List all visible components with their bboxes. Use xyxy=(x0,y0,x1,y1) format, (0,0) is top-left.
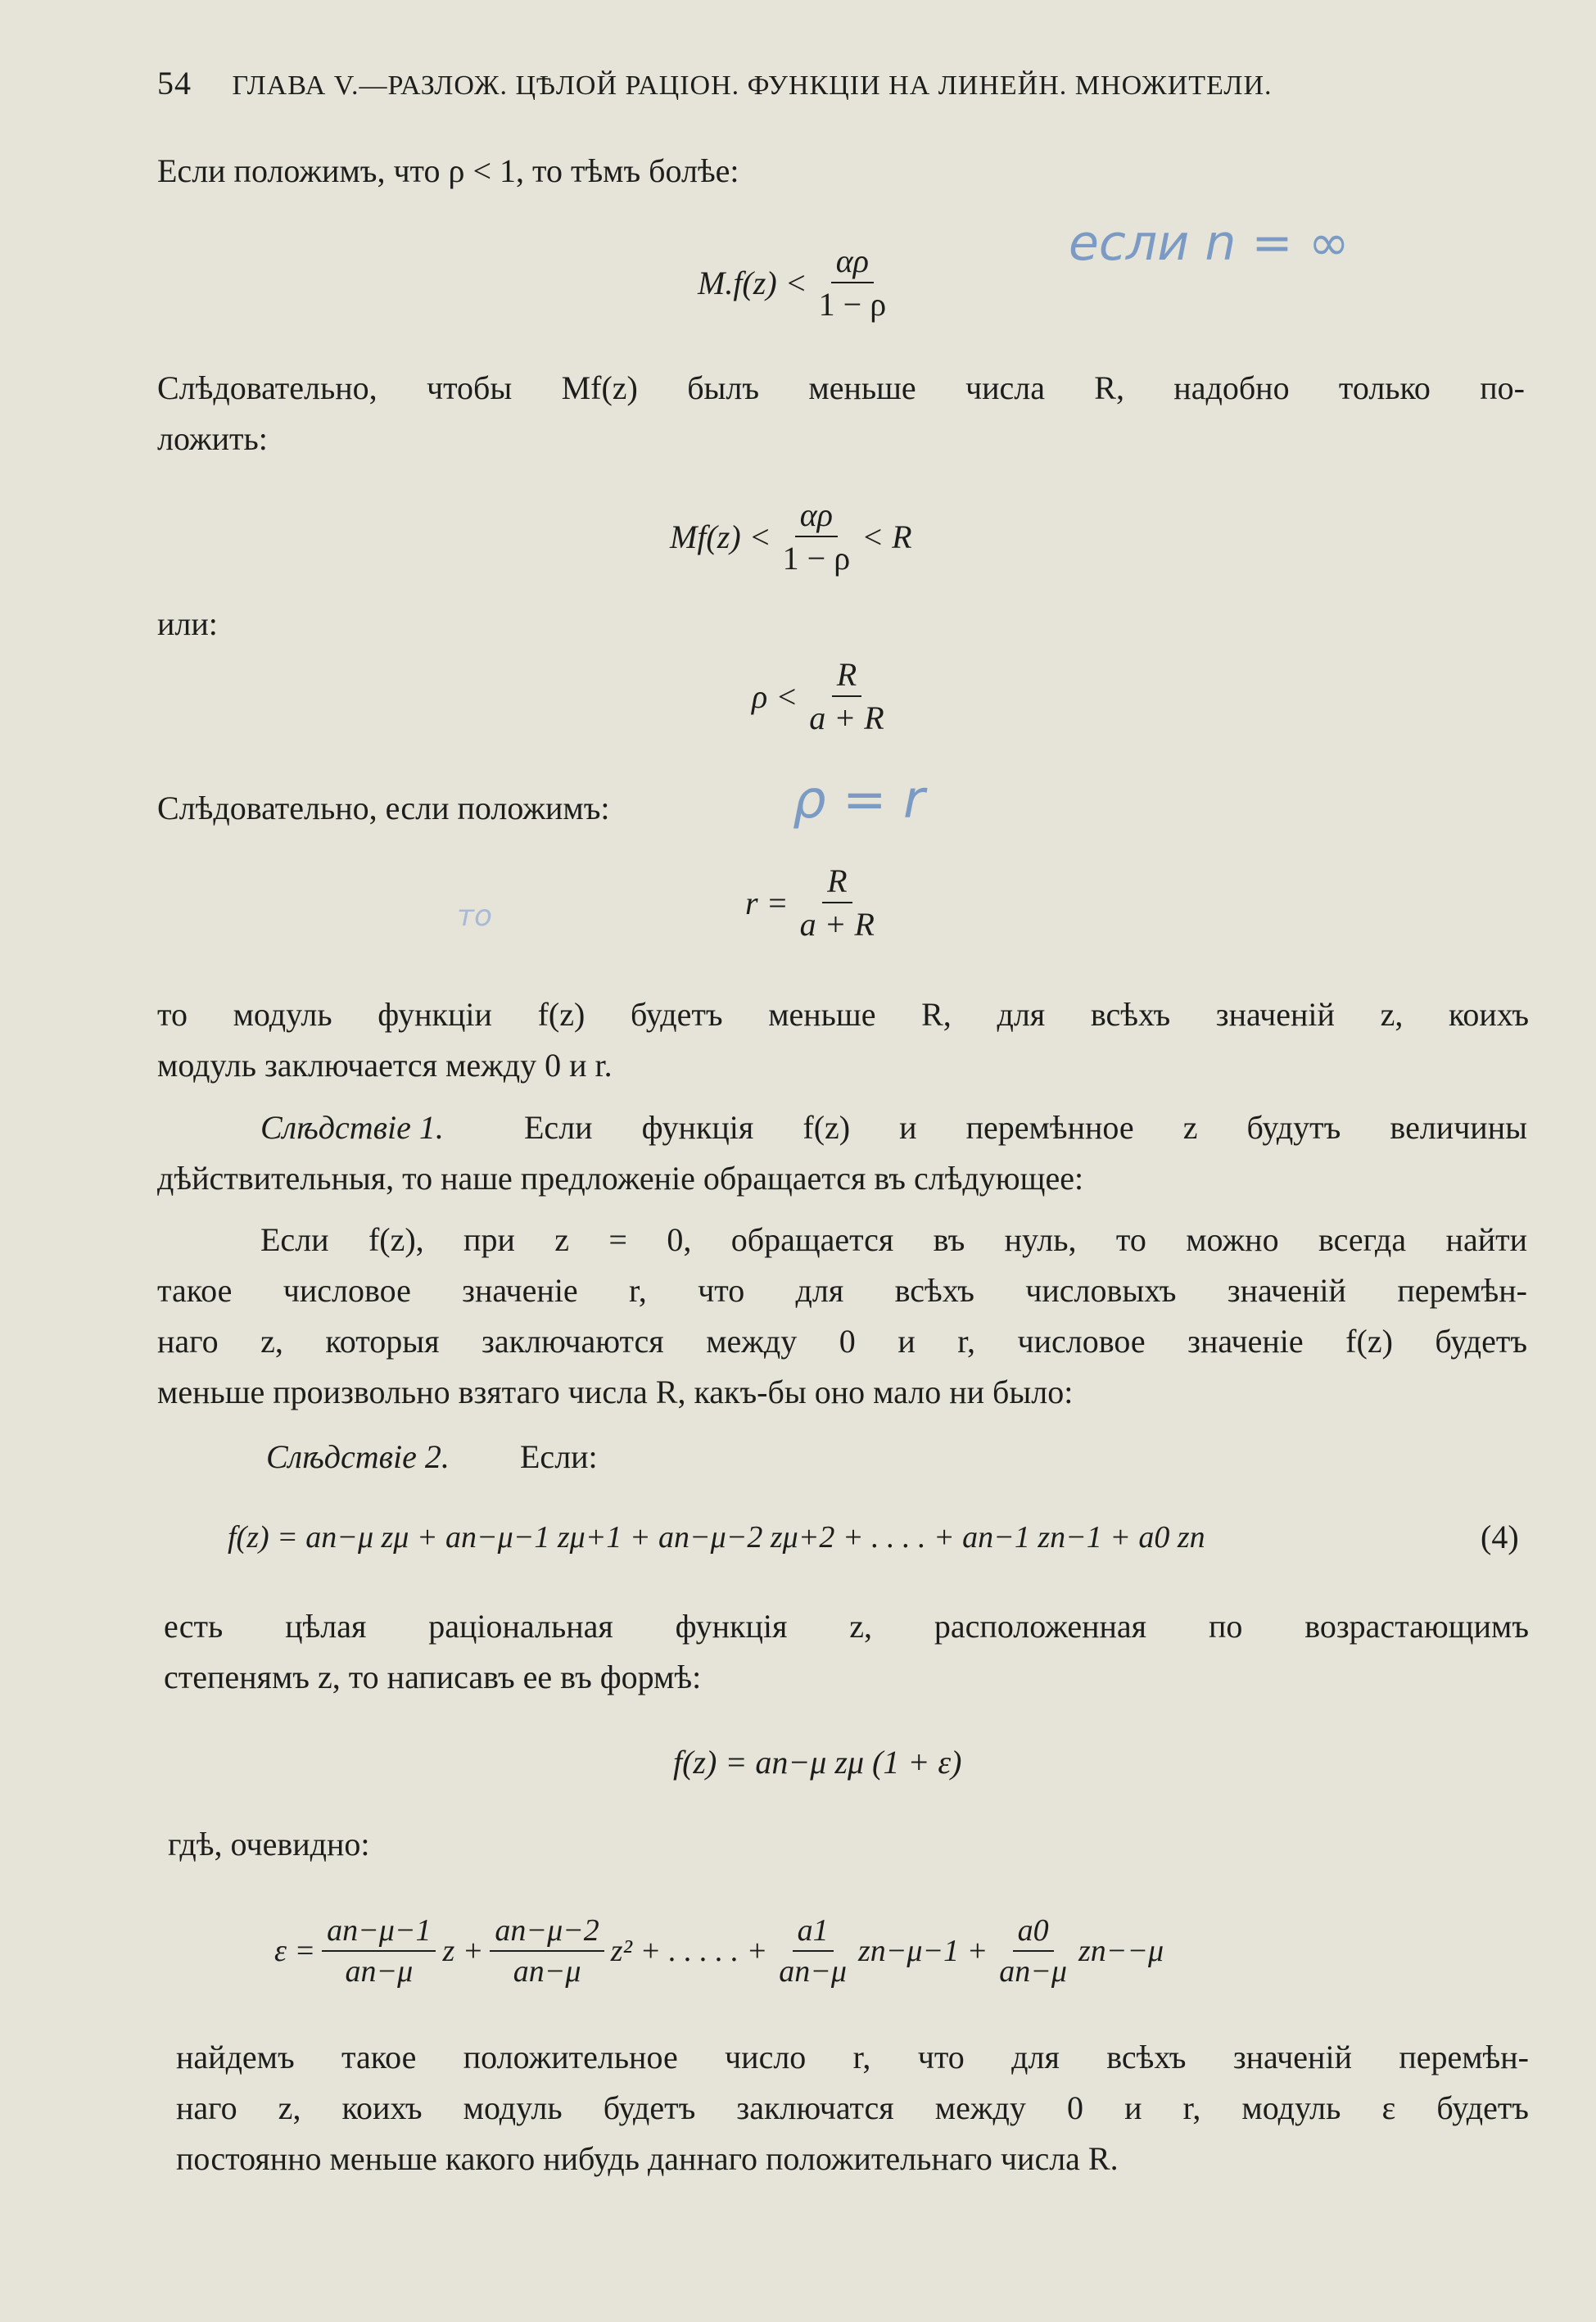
eq2-numerator: αρ xyxy=(795,496,838,537)
equation-4 xyxy=(745,862,886,944)
equation-3 xyxy=(752,655,896,737)
handwritten-note: то xyxy=(457,899,492,933)
eq7-numerator: an−μ−1 xyxy=(322,1912,436,1952)
eq7-numerator: a0 xyxy=(1013,1912,1054,1952)
text-line: Если f(z), при z = 0, обращается въ нуль, то можно всегда найти xyxy=(260,1221,1527,1258)
eq2-rhs: < R xyxy=(861,518,912,555)
equation-6: f(z) = an−μ zμ (1 + ε) xyxy=(673,1744,962,1781)
eq3-lhs: ρ < xyxy=(752,677,798,715)
equation-number: (4) xyxy=(1481,1519,1519,1555)
eq1-fraction xyxy=(814,242,892,324)
eq1-lhs: M.f(z) < xyxy=(698,264,807,301)
corollary-1-title xyxy=(260,1108,444,1147)
corollary-title: Слѣдствіе 1. xyxy=(260,1109,444,1146)
corollary-2-title xyxy=(266,1437,450,1476)
eq3-numerator: R xyxy=(832,655,861,697)
text-line: степенямъ z, то написавъ ее въ формѣ: xyxy=(164,1659,702,1695)
eq3-fraction xyxy=(804,655,888,737)
text-line: найдемъ такое положительное число r, что для всѣхъ значеній перемѣн- xyxy=(176,2039,1529,2075)
text-line: то модуль функціи f(z) будетъ меньше R, для всѣхъ значеній z, коихъ xyxy=(157,996,1529,1033)
equation-2 xyxy=(670,496,912,577)
text-line: Если функція f(z) и перемѣнное z будутъ величины xyxy=(524,1109,1527,1146)
eq7-denominator: an−μ xyxy=(513,1954,581,1989)
eq7-fraction-3 xyxy=(774,1912,852,1989)
handwritten-note: если n = ∞ xyxy=(1069,215,1350,272)
text-line: Если положимъ, что ρ < 1, то тѣмъ болѣе: xyxy=(157,152,739,189)
equation-5: f(z) = an−μ zμ + an−μ−1 zμ+1 + an−μ−2 zμ+2 + . . . . + an−1 zn−1 + a0 zn xyxy=(228,1520,1205,1555)
eq7-term: zn−μ−1 + xyxy=(857,1934,988,1968)
text-line: есть цѣлая раціональная функція z, расположенная по возрастающимъ xyxy=(164,1608,1529,1645)
eq2-fraction xyxy=(778,496,856,577)
text-line: Если: xyxy=(520,1438,598,1475)
eq4-denominator: a + R xyxy=(799,906,875,943)
eq7-term: z² + . . . . . + xyxy=(610,1934,768,1968)
handwritten-note: ρ = r xyxy=(793,770,925,831)
eq1-denominator: 1 − ρ xyxy=(818,286,887,323)
text-line: постоянно меньше какого нибудь даннаго положительнаго числа R. xyxy=(176,2140,1119,2177)
text-line: такое числовое значеніе r, что для всѣхъ числовыхъ значеній перемѣн- xyxy=(157,1272,1527,1309)
running-header xyxy=(157,64,1443,102)
eq7-fraction-2 xyxy=(490,1912,604,1989)
eq2-lhs: Mf(z) < xyxy=(670,518,771,555)
eq4-numerator: R xyxy=(822,862,852,903)
text-line: дѣйствительныя, то наше предложеніе обращается въ слѣдующее: xyxy=(157,1160,1084,1197)
corollary-title: Слѣдствіе 2. xyxy=(266,1438,450,1475)
page-number: 54 xyxy=(157,65,192,102)
text-line: ложить: xyxy=(157,420,268,457)
eq3-denominator: a + R xyxy=(809,699,884,736)
eq7-fraction-4 xyxy=(994,1912,1072,1989)
text-line: наго z, которыя заключаются между 0 и r, числовое значеніе f(z) будетъ xyxy=(157,1323,1527,1360)
running-title: ГЛАВА V.—РАЗЛОЖ. ЦѢЛОЙ РАЦІОН. ФУНКЦІИ НА ЛИНЕЙН. МНОЖИТЕЛИ. xyxy=(232,70,1273,101)
text-line: Слѣдовательно, чтобы Mf(z) былъ меньше числа R, надобно только по- xyxy=(157,369,1525,406)
eq7-fraction-1 xyxy=(322,1912,436,1989)
eq7-term: z + xyxy=(442,1934,484,1968)
eq7-denominator: an−μ xyxy=(999,1954,1067,1989)
eq1-numerator: αρ xyxy=(831,242,874,283)
eq7-denominator: an−μ xyxy=(779,1954,847,1989)
equation-7 xyxy=(274,1912,1164,1989)
text-line: Слѣдовательно, если положимъ: xyxy=(157,790,610,826)
eq4-fraction xyxy=(795,862,879,944)
eq7-term: zn−−μ xyxy=(1078,1934,1164,1968)
eq4-lhs: r = xyxy=(745,884,789,921)
eq2-denominator: 1 − ρ xyxy=(782,540,851,577)
eq7-numerator: a1 xyxy=(793,1912,834,1952)
text-line: модуль заключается между 0 и r. xyxy=(157,1047,613,1084)
eq7-denominator: an−μ xyxy=(345,1954,414,1989)
text-line: гдѣ, очевидно: xyxy=(168,1826,370,1863)
equation-1 xyxy=(698,242,897,324)
text-line: или: xyxy=(157,605,218,642)
eq7-lhs: ε = xyxy=(274,1934,316,1968)
eq7-numerator: an−μ−2 xyxy=(490,1912,604,1952)
text-line: наго z, коихъ модуль будетъ заключатся между 0 и r, модуль ε будетъ xyxy=(176,2089,1529,2126)
text-line: меньше произвольно взятаго числа R, какъ-бы оно мало ни было: xyxy=(157,1374,1074,1410)
